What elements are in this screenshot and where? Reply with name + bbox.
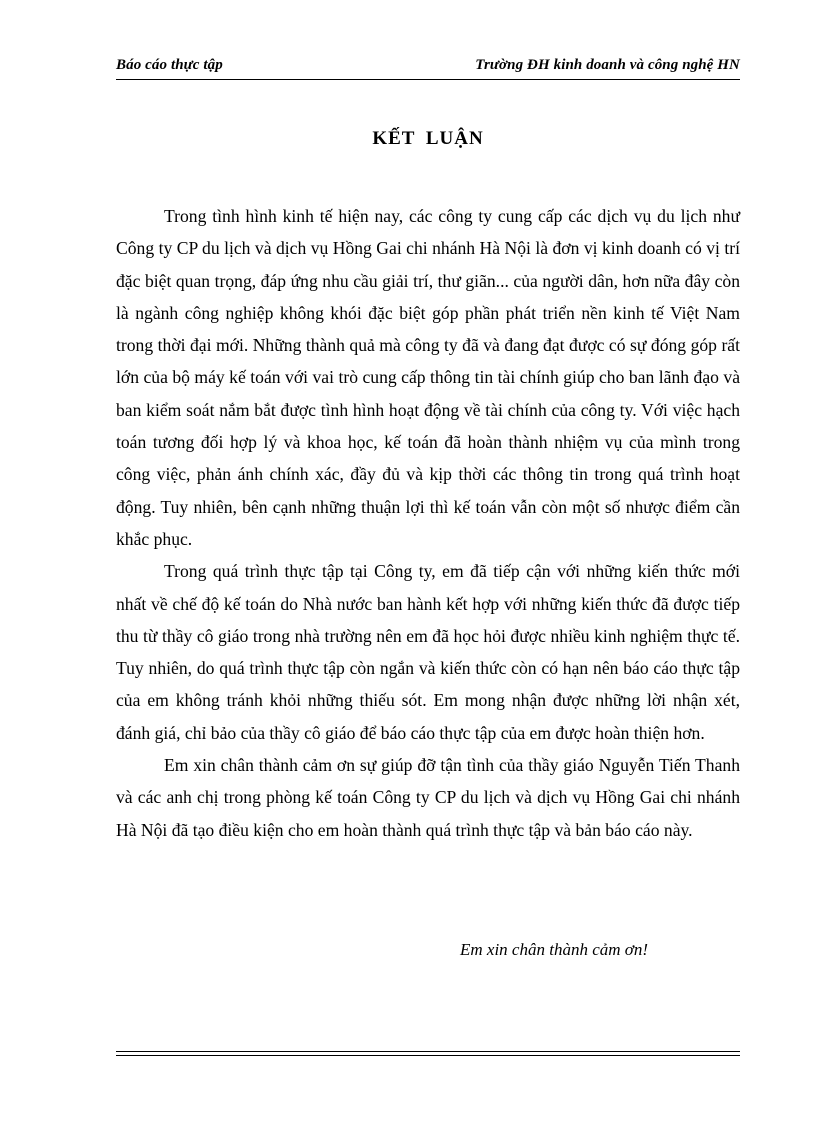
- paragraph-3: Em xin chân thành cảm ơn sự giúp đỡ tận tình của thầy giáo Nguyễn Tiến Thanh và các anh chị trong phòng kế toán Công ty CP du lịch và dịch vụ Hồng Gai chi nhánh Hà Nội đã tạo điều kiện cho em hoàn thành quá trình thực tập và bản báo cáo này.: [116, 755, 740, 840]
- page-title: KẾT LUẬN: [372, 128, 484, 149]
- header-right: Trường ĐH kinh doanh và công nghệ HN: [475, 57, 740, 73]
- paragraph-2: Trong quá trình thực tập tại Công ty, em đã tiếp cận với những kiến thức mới nhất về chế độ kế toán do Nhà nước ban hành kết hợp với những kiến thức đã được tiếp thu từ thầy cô giáo trong nhà trường nên em đã học hỏi được nhiều kinh nghiệm thực tế. Tuy nhiên, do quá trình thực tập còn ngắn và kiến thức còn có hạn nên báo cáo thực tập của em không tránh khỏi những thiếu sót. Em mong nhận được những lời nhận xét, đánh giá, chỉ bảo của thầy cô giáo để báo cáo thực tập của em được hoàn thiện hơn.: [116, 561, 740, 743]
- paragraph-1: Trong tình hình kinh tế hiện nay, các công ty cung cấp các dịch vụ du lịch như Công ty CP du lịch và dịch vụ Hồng Gai chi nhánh Hà Nội là đơn vị kinh doanh có vị trí đặc biệt quan trọng, đáp ứng nhu cầu giải trí, thư giãn... của người dân, hơn nữa đây còn là ngành công nghiệp không khói đặc biệt góp phần phát triển nền kinh tế Việt Nam trong thời đại mới. Những thành quả mà công ty đã và đang đạt được có sự đóng góp rất lớn của bộ máy kế toán với vai trò cung cấp thông tin tài chính giúp cho ban lãnh đạo và ban kiểm soát nắm bắt được tình hình hoạt động về tài chính của công ty. Với việc hạch toán tương đối hợp lý và khoa học, kế toán đã hoàn thành nhiệm vụ của mình trong công việc, phản ánh chính xác, đầy đủ và kịp thời các thông tin trong quá trình hoạt động. Tuy nhiên, bên cạnh những thuận lợi thì kế toán vẫn còn một số nhược điểm cần khắc phục.: [116, 206, 740, 549]
- body-text: [116, 200, 740, 846]
- footer-divider-bottom: [116, 1055, 740, 1056]
- page-header: [116, 46, 740, 74]
- closing-line: Em xin chân thành cảm ơn!: [460, 940, 649, 959]
- header-left: Báo cáo thực tập: [116, 57, 223, 73]
- header-divider: [116, 79, 740, 80]
- footer-divider-top: [116, 1051, 740, 1052]
